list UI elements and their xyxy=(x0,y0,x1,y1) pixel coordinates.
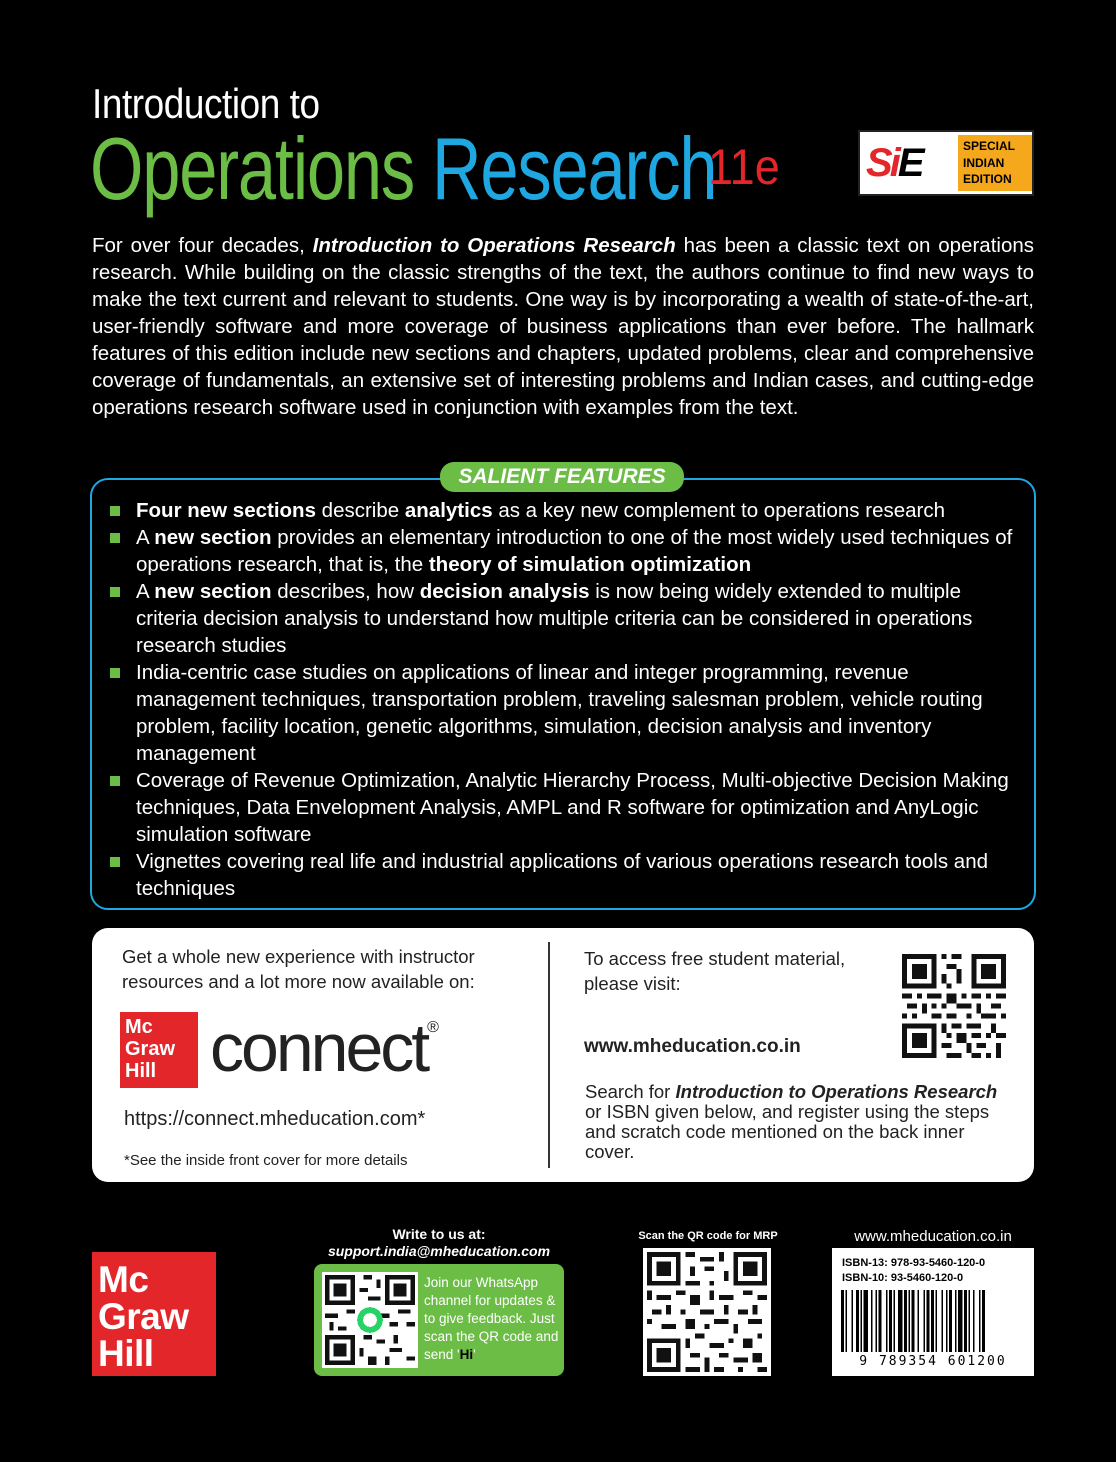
connect-note: *See the inside front cover for more details xyxy=(124,1152,408,1169)
whatsapp-box xyxy=(314,1264,564,1376)
barcode-bar xyxy=(879,1290,882,1352)
feature-item: India-centric case studies on applications of linear and integer programming, revenue management techniques, transportation problem, traveling salesman problem, vehicle routing problem, facility location, genetic algorithms, simulation, decision analysis and inventory management xyxy=(108,659,1023,767)
barcode-bar xyxy=(889,1290,892,1352)
feature-item: Coverage of Revenue Optimization, Analytic Hierarchy Process, Multi-objective Decision Making techniques, Data Envelopment Analysis, AMPL and R software for optimization and AnyLogic simulation software xyxy=(108,767,1023,848)
feature-item: A new section provides an elementary introduction to one of the most widely used techniques of operations research, that is, the theory of simulation optimization xyxy=(108,524,1023,578)
isbn-13: ISBN-13: 978-93-5460-120-0 xyxy=(842,1257,986,1269)
barcode-bar xyxy=(927,1290,930,1352)
edition-label: 11e xyxy=(708,139,780,195)
barcode-bar xyxy=(931,1290,934,1352)
intro-paragraph: For over four decades, Introduction to Operations Research has been a classic text on operations research. While building on the classic strengths of the text, the authors continue to find new ways to make the text current and relevant to students. One way is by incorporating a wealth of state-of-the-art, user-friendly software and more coverage of business applications than ever before. The hallmark features of this edition include new sections and chapters, updated problems, clear and comprehensive coverage of fundamentals, an extensive set of interesting problems and Indian cases, and cutting-edge operations research software used in conjunction with examples from the text. xyxy=(92,234,1034,419)
feature-item: Four new sections describe analytics as a key new complement to operations research xyxy=(108,497,1023,524)
barcode-bar xyxy=(864,1290,869,1352)
features-list xyxy=(108,497,1023,902)
barcode-bar xyxy=(918,1290,920,1352)
whatsapp-qr-code[interactable] xyxy=(322,1272,418,1368)
barcode-bar xyxy=(894,1290,896,1352)
barcode-bar xyxy=(979,1290,981,1352)
barcode-bar xyxy=(886,1290,888,1352)
barcode-bar xyxy=(942,1290,944,1352)
whatsapp-text: Join our WhatsApp channel for updates & to give feedback. Just scan the QR code and send 'Hi' xyxy=(424,1275,559,1362)
barcode-bar xyxy=(856,1290,859,1352)
connect-url[interactable]: https://connect.mheducation.com* xyxy=(124,1108,426,1130)
barcode-bar xyxy=(841,1290,844,1352)
barcode-bar xyxy=(904,1290,907,1352)
barcode-bar xyxy=(924,1290,926,1352)
sie-tag xyxy=(958,135,1032,191)
barcode-bar xyxy=(852,1290,854,1352)
search-instructions: Search for Introduction to Operations Research or ISBN given below, and register using the steps and scratch code mentioned on the back inner cover. xyxy=(585,1081,998,1162)
special-indian-edition-badge xyxy=(858,130,1034,196)
barcode-bar xyxy=(861,1290,863,1352)
write-to-us-label: Write to us at: xyxy=(392,1226,486,1242)
mrp-qr-code[interactable] xyxy=(643,1248,771,1376)
barcode-bar xyxy=(946,1290,948,1352)
barcode xyxy=(840,1290,1026,1352)
sie-tag-line3: EDITION xyxy=(963,172,1012,187)
isbn-barcode-box xyxy=(832,1248,1034,1376)
barcode-bar xyxy=(898,1290,903,1352)
title-word-operations: Operations xyxy=(90,119,415,218)
barcode-bar xyxy=(958,1290,963,1352)
isbn-10: ISBN-10: 93-5460-120-0 xyxy=(842,1272,964,1284)
barcode-bar xyxy=(909,1290,911,1352)
barcode-bar xyxy=(876,1290,878,1352)
barcode-bar xyxy=(846,1290,848,1352)
title-line-1: Introduction to xyxy=(92,80,320,127)
barcode-bar xyxy=(871,1290,873,1352)
mcgraw-hill-logo-small: Mc Graw Hill xyxy=(120,1012,198,1088)
book-title xyxy=(90,118,716,220)
mcgraw-hill-logo: Mc Graw Hill xyxy=(92,1252,216,1376)
barcode-number: 9 789354 601200 xyxy=(859,1354,1007,1369)
feature-item: A new section describes, how decision analysis is now being widely extended to multiple criteria decision analysis to understand how multiple criteria can be considered in operations research studies xyxy=(108,578,1023,659)
sie-tag-line1: SPECIAL xyxy=(963,138,1016,153)
student-material-text: To access free student material, please visit: xyxy=(584,948,846,994)
resources-panel xyxy=(92,928,1034,1182)
instructor-resources-text: Get a whole new experience with instructor resources and a lot more now available on: xyxy=(122,946,475,992)
features-heading: SALIENT FEATURES xyxy=(440,462,684,492)
barcode-bar xyxy=(964,1290,967,1352)
title-word-research: Research xyxy=(431,119,717,218)
barcode-bar xyxy=(973,1290,975,1352)
sie-logo: SiE xyxy=(866,141,922,185)
mheducation-url[interactable]: www.mheducation.co.in xyxy=(584,1036,801,1057)
barcode-bar xyxy=(949,1290,952,1352)
barcode-bar xyxy=(955,1290,957,1352)
support-email[interactable]: support.india@mheducation.com xyxy=(327,1243,551,1259)
feature-item: Vignettes covering real life and industrial applications of various operations research tools and techniques xyxy=(108,848,1023,902)
connect-logo: connect® xyxy=(210,1010,439,1086)
student-qr-code[interactable] xyxy=(902,954,1006,1058)
barcode-bar xyxy=(912,1290,915,1352)
intro-book-title: Introduction to Operations Research xyxy=(312,234,676,257)
footer-mheducation-url[interactable]: www.mheducation.co.in xyxy=(854,1228,1012,1245)
panel-divider xyxy=(548,942,550,1168)
barcode-bar xyxy=(982,1290,985,1352)
sie-tag-line2: INDIAN xyxy=(963,155,1005,170)
barcode-bar xyxy=(936,1290,938,1352)
barcode-bar xyxy=(969,1290,971,1352)
mrp-qr-label: Scan the QR code for MRP xyxy=(638,1230,778,1242)
